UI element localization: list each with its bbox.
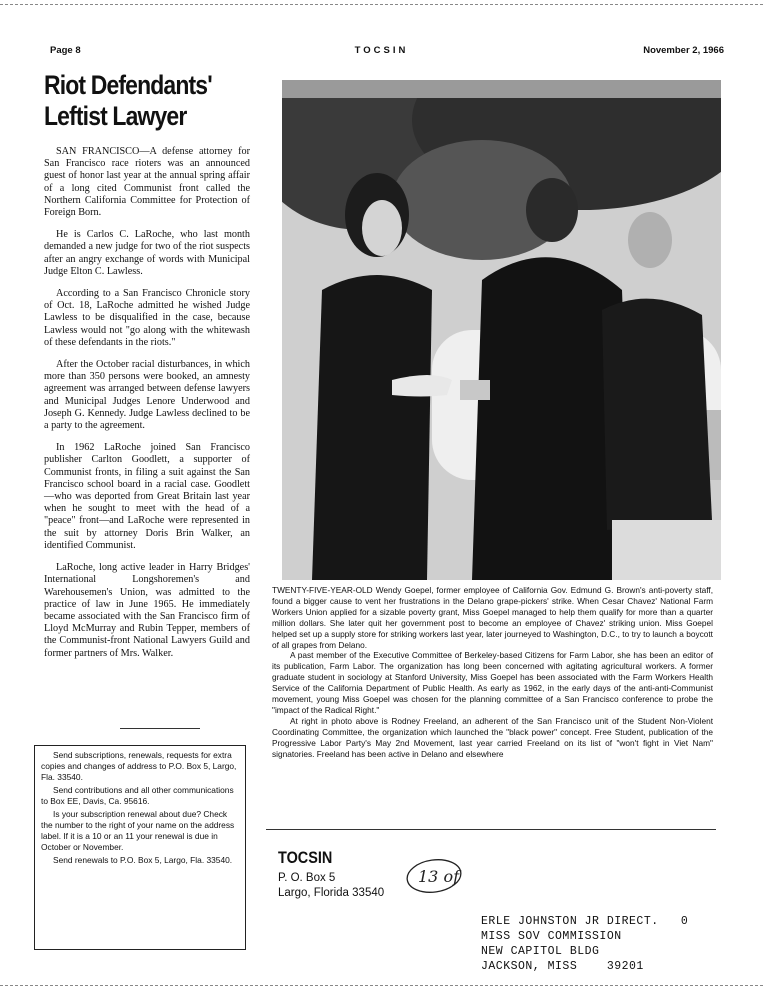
subscription-info-box [34,745,246,950]
article-paragraph: According to a San Francisco Chronicle story of Oct. 18, LaRoche admitted he wished Judge Lawless to be disqualified in the case, because Lawless would not "go along with the whitewash of these defendants in the riots." [44,288,250,348]
news-photo [282,80,721,580]
bottom-border-rule [0,985,763,986]
recipient-address-line: MISS SOV COMMISSION [481,930,622,943]
article-paragraph: In 1962 LaRoche joined San Francisco publisher Carlton Goodlett, a supporter of Communist fronts, in filing a suit against the San Francisco school board in a racial case. Goodlett—who was deported from Great Britain last year when he sought to meet with the head of a "peace" front—and LaRoche were represented in the suit by attorney Doris Brin Walker, an identified Communist. [44,442,250,551]
recipient-address-line: ERLE JOHNSTON JR DIRECT. 0 [481,915,689,928]
article-body [44,146,250,670]
caption-end-rule [266,829,716,830]
subscription-paragraph: Send renewals to P.O. Box 5, Largo, Fla. 33540. [53,855,233,865]
article-end-rule [120,728,200,729]
headline-line-2: Leftist Lawyer [44,101,187,131]
mailer-address-line-2: Largo, Florida 33540 [278,887,385,899]
top-border-rule [0,4,763,5]
page-number: Page 8 [50,45,81,56]
photo-illustration [282,80,721,580]
headline-line-1: Riot Defendants' [44,70,212,100]
recipient-address-line: NEW CAPITOL BLDG [481,945,600,958]
stamp-text: 13 of [418,867,459,886]
subscription-paragraph: Send subscriptions, renewals, requests for extra copies and changes of address to P.O. Box 5, Largo, Fla. 33540. [41,750,237,782]
publication-title: TOCSIN [354,45,409,56]
handwritten-stamp [404,856,468,896]
article-paragraph: He is Carlos C. LaRoche, who last month demanded a new judge for two of the riot suspects after an angry exchange of words with Municipal Judge Elton C. Lawless. [44,229,250,277]
subscription-paragraph: Send contributions and all other communications to Box EE, Davis, Ca. 95616. [41,785,234,806]
article-paragraph: SAN FRANCISCO—A defense attorney for San Francisco race rioters was an announced guest of honor last year at the annual spring affair of a long cited Communist front called the Northern California Committee for Protection of Foreign Born. [44,146,250,219]
mailer-address-line-1: P. O. Box 5 [278,872,336,884]
mailer-publication-name: TOCSIN [278,848,333,867]
issue-date: November 2, 1966 [643,45,724,56]
article-paragraph: LaRoche, long active leader in Harry Bridges' International Longshoremen's and Warehousemen's Union, was admitted to the practice of law in June 1965. He immediately became associated with the San Francisco firm of Lloyd McMurray and Rubin Tepper, members of the Communist-front National Lawyers Guild and former partners of Mrs. Walker. [44,562,250,659]
caption-paragraph: TWENTY-FIVE-YEAR-OLD Wendy Goepel, former employee of California Gov. Edmund G. Brown's anti-poverty staff, found a bigger cause to vent her frustrations in the Delano grape-pickers' strike. When Cesar Chavez' National Farm Workers Union applied for a sizable poverty grant, Miss Goepel managed to help them qualify for more than a quarter million dollars. She later quit her government post to become an employee of Chavez' striking union. Miss Goepel helped set up a supply store for striking workers last year, later journeyed to Washington, D.C., to try to launch a boycott of all grapes from Delano. [272,585,713,650]
caption-paragraph: A past member of the Executive Committee of Berkeley-based Citizens for Farm Labor, she has been an editor of its publication, Farm Labor. The organization has long been concerned with agitating agricultural workers. A former graduate student in sociology at Stanford University, Miss Goepel has been associated with the Farm Workers Health Service of the California Department of Public Health. As early as 1962, in the early days of the anti-anti-Communist movement, young Miss Goepel was chosen for the planning committee of a San Francisco conference to probe the "impact of the Radical Right." [272,650,713,715]
recipient-address-line: JACKSON, MISS 39201 [481,960,644,973]
subscription-paragraph: Is your subscription renewal about due? Check the number to the right of your name on the address label. If it is a 10 or an 11 your renewal is due in October or November. [41,809,235,852]
article-headline [44,70,231,132]
article-paragraph: After the October racial disturbances, in which more than 350 persons were booked, an amnesty agreement was arranged between defense lawyers and Municipal Judges Lenore Underwood and Joseph G. Kennedy. Judge Lawless declined to be a party to the agreement. [44,359,250,432]
caption-paragraph: At right in photo above is Rodney Freeland, an adherent of the San Francisco unit of the Student Non-Violent Coordinating Committee, the organization which launched the "black power" concept. Free Student, publication of the Progressive Labor Party's May 2nd Movement, last year carried Freeland on its list of "won't fight in Viet Nam" signatories. Freeland has been active in Delano and elsewhere [272,715,713,759]
photo-caption [272,585,713,760]
